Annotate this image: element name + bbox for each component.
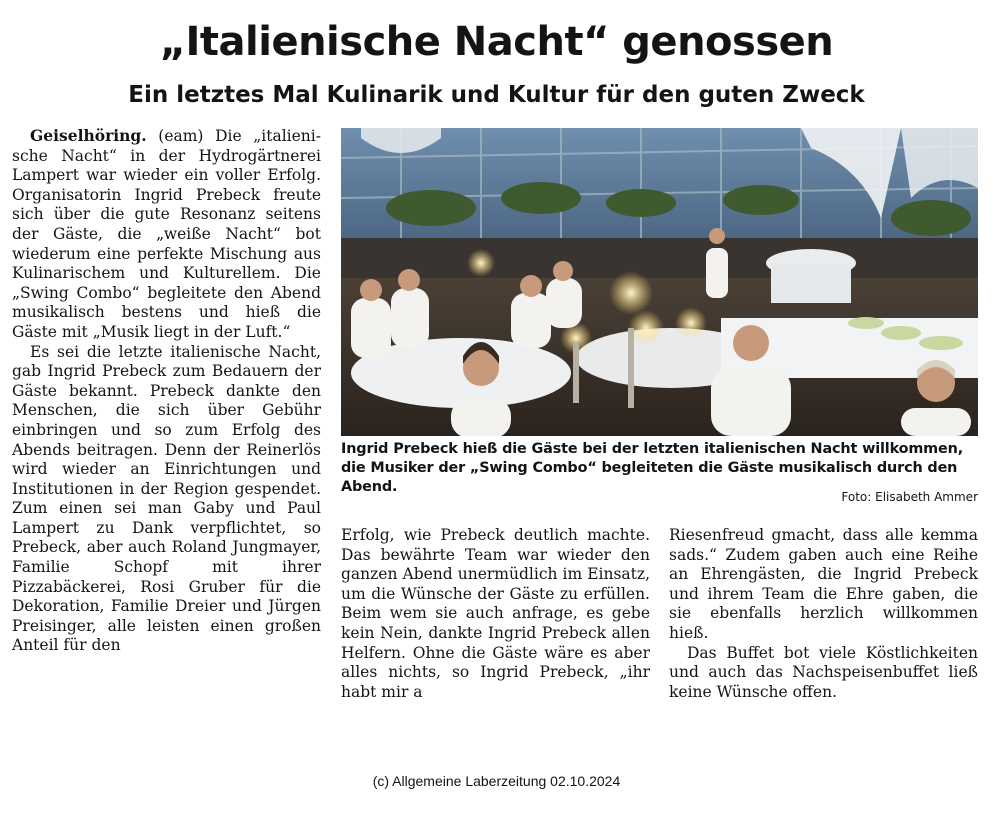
article-paragraph — [12, 126, 321, 343]
photo-credit: Foto: Elisabeth Ammer — [841, 490, 978, 504]
copyright-footer: (c) Allgemeine Laberzeitung 02.10.2024 — [372, 773, 621, 789]
photo-caption: Ingrid Prebeck hieß die Gäste bei der letzten italienischen Nacht willkommen, die Musiker der „Swing Combo“ begleiteten die Gäste musikalisch durch den Abend. — [341, 441, 964, 495]
article-paragraph: Riesenfreud gmacht, dass alle kemma sads.“ Zudem gaben auch eine Reihe an Ehrengästen, die Ingrid Prebeck und ihrem Team die Ehre gaben, die sie ebenfalls herzlich willkommen hieß. — [669, 526, 978, 642]
article-paragraph: Das Buffet bot viele Köstlichkeiten und auch das Nachspeisenbuffet ließ keine Wünsche offen. — [669, 643, 978, 701]
article-column-1 — [12, 126, 321, 656]
article-paragraph: Erfolg, wie Prebeck deutlich machte. Das bewährte Team war wieder den ganzen Abend unermüdlich im Einsatz, um die Wünsche der Gäste zu erfüllen. Beim wem sie auch anfrage, es gebe kein Nein, dankte Ingrid Prebeck allen Helfern. Ohne die Gäste wäre es aber alles nichts, so Ingrid Prebeck, „ihr habt mir a — [341, 526, 650, 701]
headline: „Italienische Nacht“ genossen — [159, 19, 834, 65]
event-photo-illustration — [341, 128, 978, 436]
paragraph-text: (eam) Die „italienische Nacht“ in der Hydrogärtnerei Lampert war wieder ein voller Erfolg. Organisatorin Ingrid Prebeck freute sich über die gute Resonanz seitens der Gäste, die „weiße Nacht“ bot wiederum eine perfekte Mischung aus Kulinarischem und Kulturellem. Die „Swing Combo“ begleitete den Abend musikalisch bestens und hieß die Gäste mit „Musik liegt in der Luft.“ — [12, 127, 321, 341]
dateline: Geiselhöring. — [30, 126, 147, 145]
subheadline: Ein letztes Mal Kulinarik und Kultur für den guten Zweck — [128, 82, 865, 108]
event-photo — [341, 128, 978, 436]
article-column-3 — [669, 526, 978, 702]
article-paragraph: Es sei die letzte italienische Nacht, gab Ingrid Prebeck zum Bedauern der Gäste bekannt. Prebeck dankte den Menschen, die sich über Gebühr einbringen und so zum Erfolg des Abends beitragen. Denn der Reinerlös wird wieder an Einrichtungen und Institutionen in der Region gespendet. Zum einen sei man Gaby und Paul Lampert zu Dank verpflichtet, so Prebeck, aber auch Roland Jungmayer, Familie Schopf mit ihrer Pizzabäckerei, Rosi Gruber für die Dekoration, Familie Dreier und Jürgen Preisinger, alle leisten einen großen Anteil für den — [12, 342, 321, 655]
article-column-2 — [341, 526, 650, 702]
